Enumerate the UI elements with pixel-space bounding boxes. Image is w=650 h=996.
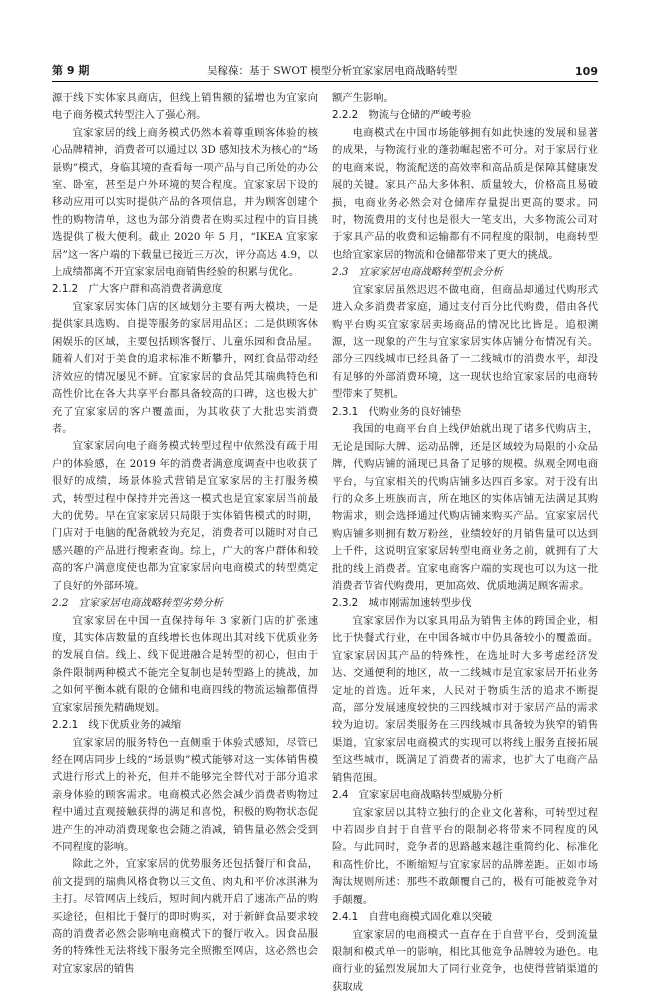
paragraph: 宜家家居以其特立独行的企业文化著称，可转型过程中若固步自封于自营平台的限制必将带来不同程度的风险。与此同时，竞争者的思路越来越注重简约化、标准化和高性价比，不断缩短与宜家家居的品牌差距。正如市场淘汰规则所述：那些不敢颠覆自己的，极有可能被竞争对手颠覆。: [332, 806, 598, 906]
section-heading-2-3-1: 2.3.1 代购业务的良好铺垫: [332, 405, 462, 418]
paragraph: 宜家家居虽然迟迟不做电商，但商品却通过代购形式进入众多消费者家庭，通过支付百分比代购费，借由各代购平台购买宜家家居卖场商品的情况比比皆是。追根溯源，这一现象的产生与宜家家居实体店铺分布情况有关。部分三四线城市已经具备了一二线城市的消费水平，却没有足够的外部消费环境，这一现状也给宜家家居的电商转型带来了契机。: [332, 283, 598, 401]
section-heading-2-2-2: 2.2.2 物流与仓储的严峻考验: [332, 109, 472, 122]
section-heading-2-3: 2.3 宜家家居电商战略转型机会分析: [332, 266, 503, 279]
paragraph: 源于线下实体家具商店，但线上销售额的猛增也为宜家向电子商务模式转型注入了强心剂。: [52, 92, 318, 122]
paragraph: 宜家家居的服务特色一直侧重于体验式感知，尽管已经在网店同步上线的“场景购”模式能够对这一实体销售模式进行形式上的补充，但并不能够完全替代对于部分追求亲身体验的顾客需求。电商模式必然会减少消费者购物过程中通过直观接触获得的满足和喜悦，积极的购物状态促进产生的冲动消费现象也会随之消减，销售量必然会受到不同程度的影响。: [52, 736, 318, 854]
section-heading-2-4: 2.4 宜家家居电商战略转型威胁分析: [332, 789, 503, 801]
body-columns: [52, 90, 598, 993]
section-heading-2-2: 2.2 宜家家居电商战略转型劣势分析: [52, 596, 223, 609]
paragraph: 宜家家居向电子商务模式转型过程中依然没有疏于用户的体验感，在 2019 年的消费者满意度调查中也收获了很好的成绩，场景体验式营销是宜家家居的主打服务模式，转型过程中保持并完善这一模式也是宜家家居当前最大的优势。早在宜家家居只局限于实体销售模式的时期，门店对于电脑的配备就较为充足，消费者可以随时对自己感兴趣的产品进行搜索查询。综上，广大的客户群体和较高的客户满意度使也都为宜家家居向电商模式的转型奠定了良好的外部环境。: [52, 440, 318, 592]
paragraph: 宜家家居实体门店的区域划分主要有两大模块，一是提供家具选购、自提等服务的家居用品区；二是供顾客休闲娱乐的区域，主要包括顾客餐厅、儿童乐园和食品屋。随着人们对于美食的追求标准不断攀升，网红食品带动经济效应的情况屡见不鲜。宜家家居的食品凭其瑞典特色和高性价比在各大共享平台都具备较高的口碑，这也极大扩充了宜家家居的客户覆盖面，为其收获了大批忠实消费者。: [52, 301, 318, 435]
paragraph: 宜家家居的线上商务模式仍然本着尊重顾客体验的核心品牌精神，消费者可以通过以 3D 感知技术为核心的“场景购”模式，身临其境的查看每一项产品与自己所处的办公室、卧室，甚至是户外环境的契合程度。宜家家居下设的移动应用可以实时提供产品的各项信息，并为顾客创建个性的购物清单，这也为部分消费者在购买过程中的盲目挑选提供了极大便利。截止 2020 年 5 月，“IKEA 宜家家居”这一客户端的下载量已接近三万次，评分高达 4.9，以上成绩都离不开宜家家居电商销售经验的积累与优化。: [52, 126, 318, 279]
section-heading-2-3-2: 2.3.2 城市刚需加速转型步伐: [332, 597, 472, 610]
paragraph: 宜家家居在中国一直保持每年 3 家新门店的扩张速度，其实体店数量的直线增长也体现出其对线下优质业务的发展自信。线上、线下促进融合是转型的初心，但由于条件限制两种模式不能完全复制也是转型路上的挑战，加之如何平衡本就有限的仓储和电商四线的物流运输都值得宜家家居预先精确规划。: [52, 614, 318, 714]
paragraph: 宜家家居的电商模式一直存在于自营平台，受到流量限制和模式单一的影响，相比其他竞争品牌较为逊色。电商行业的猛烈发展加大了同行业竞争，也使得营销渠道的获取成: [332, 928, 598, 993]
paragraph: 额产生影响。: [332, 92, 394, 104]
header-rule: [52, 81, 598, 82]
section-heading-2-2-1: 2.2.1 线下优质业务的减缩: [52, 719, 182, 731]
running-title: 吴稼葆：基于 SWOT 模型分析宜家家居电商战略转型: [207, 65, 458, 77]
paragraph: 电商模式在中国市场能够拥有如此快速的发展和显著的成果，与物流行业的蓬勃崛起密不可分。对于家居行业的电商来说，物流配送的高效率和高品质是保障其健康发展的关键。家具产品大多体积、质量较大，价格高且易破损，电商业务必然会对仓储库存量提出更高的要求。同时，物流费用的支付也是很大一笔支出，大多物流公司对于家具产品的收费和运输都有不同程度的限制，电商转型也给宜家家居的物流和仓储都带来了更大的挑战。: [332, 127, 598, 261]
section-heading-2-4-1: 2.4.1 自营电商模式固化难以突破: [332, 911, 493, 924]
paragraph: 除此之外，宜家家居的优势服务还包括餐厅和食品，前文提到的瑞典风格食物以三文鱼、肉丸和平价冰淇淋为主打。尽管网店上线后，短时间内就开启了速冻产品的购买途径，但相比于餐厅的即时购买，对于新鲜食品要求较高的消费者必然会影响电商模式下的餐厅收入。因食品服务的特殊性无法将线下服务完全照搬至网店，这必然也会对宜家家居的销售: [52, 858, 318, 975]
issue-number: 第 9 期: [52, 64, 90, 77]
left-column: [52, 90, 318, 975]
section-heading-2-1-2: 2.1.2 广大客户群和高消费者满意度: [52, 283, 223, 296]
page-number: 109: [575, 65, 598, 78]
paragraph: 宜家家居作为以家具用品为销售主体的跨国企业，相比于快餐式行业，在中国各城市中仍具备较小的覆盖面。宜家家居因其产品的特殊性，在选址时大多考虑经济发达、交通便利的地区，故一二线城市是宜家家居开拓业务定址的首选。近年来，人民对于物质生活的追求不断提高，部分发展速度较快的三四线城市对于家居产品的需求较为迫切。家居类服务在三四线城市具备较为狭窄的销售渠道，宜家家居电商模式的实现可以将线上服务直接拓展至这些城市，既满足了消费者的需求，也扩大了电商产品销售范围。: [332, 614, 598, 784]
running-header: [52, 58, 598, 78]
paragraph: 我国的电商平台自上线伊始就出现了诸多代购店主，无论是国际大牌、运动品牌，还是区域较为局限的小众品牌，代购店铺的涌现已具备了足够的规模。纵观全网电商平台，与宜家相关的代购店铺多达四百多家。对于没有出行的众多上班族而言，所在地区的实体店铺无法满足其购物需求，则会选择通过代购店铺来购买产品。宜家家居代购店铺多则拥有数万粉丝，业绩较好的月销售量可以达到上千件，这说明宜家家居转型电商业务之前，就拥有了大批的线上消费者。宜家电商客户端的实现也可以为这一批消费者节省代购费用，更加高效、优质地满足顾客需求。: [332, 423, 598, 592]
right-column: [332, 90, 598, 993]
